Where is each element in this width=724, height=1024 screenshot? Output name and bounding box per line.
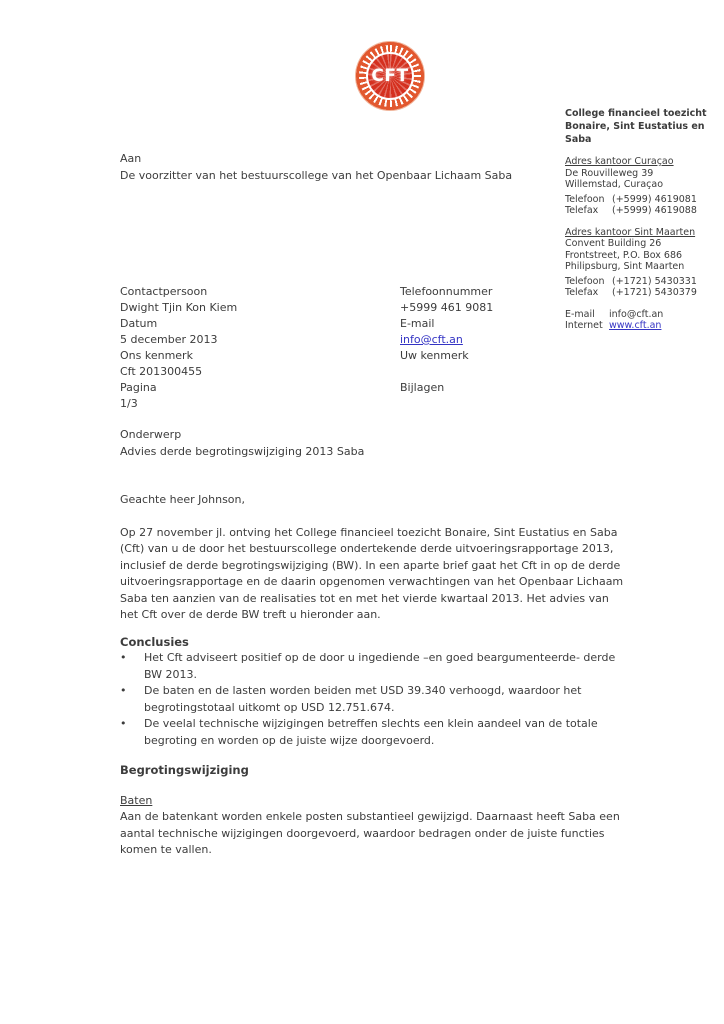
email-link[interactable]: info@cft.an xyxy=(400,333,463,346)
phone-label: Telefax xyxy=(565,205,599,216)
meta-value-page-number: 1/3 xyxy=(120,397,138,410)
bullet-icon: • xyxy=(120,651,127,664)
revenues-paragraph: Aan de batenkant worden enkele posten substantieel gewijzigd. Daarnaast heeft Saba een aantal technische wijzigingen doorgevoerd, waardoor bedragen onder de juiste functies komen te vallen. xyxy=(120,810,620,856)
list-item xyxy=(120,650,625,683)
cft-seal-core xyxy=(366,52,414,100)
meta-label: Pagina xyxy=(120,381,157,394)
conclusion-text: Het Cft adviseert positief op de door u ingediende –en goed beargumenteerde- derde BW 2013. xyxy=(144,651,616,681)
conclusions-list xyxy=(120,650,625,749)
office-heading: Adres kantoor Sint Maarten xyxy=(565,226,696,238)
phone-label: Telefoon xyxy=(565,275,605,287)
org-name xyxy=(565,107,715,146)
meta-label: Uw kenmerk xyxy=(400,349,469,362)
meta-label: E-mail xyxy=(400,317,435,330)
intro-paragraph: Op 27 november jl. ontving het College financieel toezicht Bonaire, Sint Eustatius en Saba (Cft) van u de door het bestuurscollege ondertekende derde uitvoeringsrapportage 2013, inclusief de derde begrotingswijziging (BW). In een aparte brief gaat het Cft in op de derde uitvoeringsrapportage en de daarin opgenomen verwachtingen van het Openbaar Lichaam Saba ten aanzien van de realisaties tot en met het vierde kwartaal 2013. Het advies van het Cft over de derde BW treft u hieronder aan. xyxy=(120,525,624,621)
bullet-icon: • xyxy=(120,684,127,697)
meta-value-your-reference xyxy=(400,364,625,380)
meta-right-column xyxy=(400,284,625,412)
email-label: E-mail xyxy=(565,308,595,320)
bullet-icon: • xyxy=(120,717,127,730)
salutation: Geachte heer Johnson, xyxy=(120,493,246,506)
office-address-line: Philipsburg, Sint Maarten xyxy=(565,261,685,272)
phone-value: (+5999) 4619088 xyxy=(612,205,697,216)
budget-amendment-heading: Begrotingswijziging xyxy=(120,763,249,777)
cft-logo-text: CFT xyxy=(371,66,409,86)
recipient-label: Aan xyxy=(120,152,142,165)
org-name-line: College financieel toezicht xyxy=(565,108,707,119)
phone-label: Telefax xyxy=(565,287,599,298)
letter-meta-grid xyxy=(120,284,625,412)
office-heading: Adres kantoor Curaçao xyxy=(565,156,674,167)
office-address-line: Convent Building 26 xyxy=(565,238,662,249)
list-item xyxy=(120,716,625,749)
meta-value-date: 5 december 2013 xyxy=(120,333,218,346)
phone-value: (+1721) 5430331 xyxy=(612,275,697,287)
office-address-line: Willemstad, Curaçao xyxy=(565,179,664,190)
subject-value: Advies derde begrotingswijziging 2013 Saba xyxy=(120,444,365,458)
meta-label: Bijlagen xyxy=(400,381,445,394)
recipient-line: De voorzitter van het bestuurscollege van het Openbaar Lichaam Saba xyxy=(120,169,513,182)
meta-value-contactperson: Dwight Tjin Kon Kiem xyxy=(120,301,238,314)
website-link[interactable]: www.cft.an xyxy=(609,320,662,331)
subject-block xyxy=(120,427,625,460)
conclusion-text: De veelal technische wijzigingen betreffen slechts een klein aandeel van de totale begroting en worden op de juiste wijze doorgevoerd. xyxy=(144,717,598,747)
internet-label: Internet xyxy=(565,320,603,331)
meta-value-reference: Cft 201300455 xyxy=(120,365,203,378)
email-value: info@cft.an xyxy=(609,308,664,320)
office-address-line: De Rouvilleweg 39 xyxy=(565,167,654,179)
meta-left-column xyxy=(120,284,400,412)
phone-label: Telefoon xyxy=(565,193,605,205)
meta-value-attachments xyxy=(400,396,625,412)
conclusions-heading: Conclusies xyxy=(120,634,189,649)
org-name-line: Bonaire, Sint Eustatius en xyxy=(565,121,705,132)
cft-seal-icon xyxy=(356,42,424,110)
meta-label: Datum xyxy=(120,317,158,330)
recipient-block xyxy=(120,150,625,184)
org-name-line: Saba xyxy=(565,134,592,145)
office-address-line: Frontstreet, P.O. Box 686 xyxy=(565,249,683,261)
list-item xyxy=(120,683,625,716)
revenues-subheading: Baten xyxy=(120,793,153,807)
phone-value: (+5999) 4619081 xyxy=(612,193,697,205)
meta-value-phone: +5999 461 9081 xyxy=(400,301,494,314)
subject-label: Onderwerp xyxy=(120,428,182,441)
letter-body-column xyxy=(120,150,625,859)
phone-value: (+1721) 5430379 xyxy=(612,287,697,298)
meta-label: Telefoonnummer xyxy=(400,285,493,298)
meta-label: Ons kenmerk xyxy=(120,349,193,362)
meta-label: Contactpersoon xyxy=(120,285,208,298)
conclusion-text: De baten en de lasten worden beiden met USD 39.340 verhoogd, waardoor het begrotingstotaal uitkomt op USD 12.751.674. xyxy=(144,684,582,714)
